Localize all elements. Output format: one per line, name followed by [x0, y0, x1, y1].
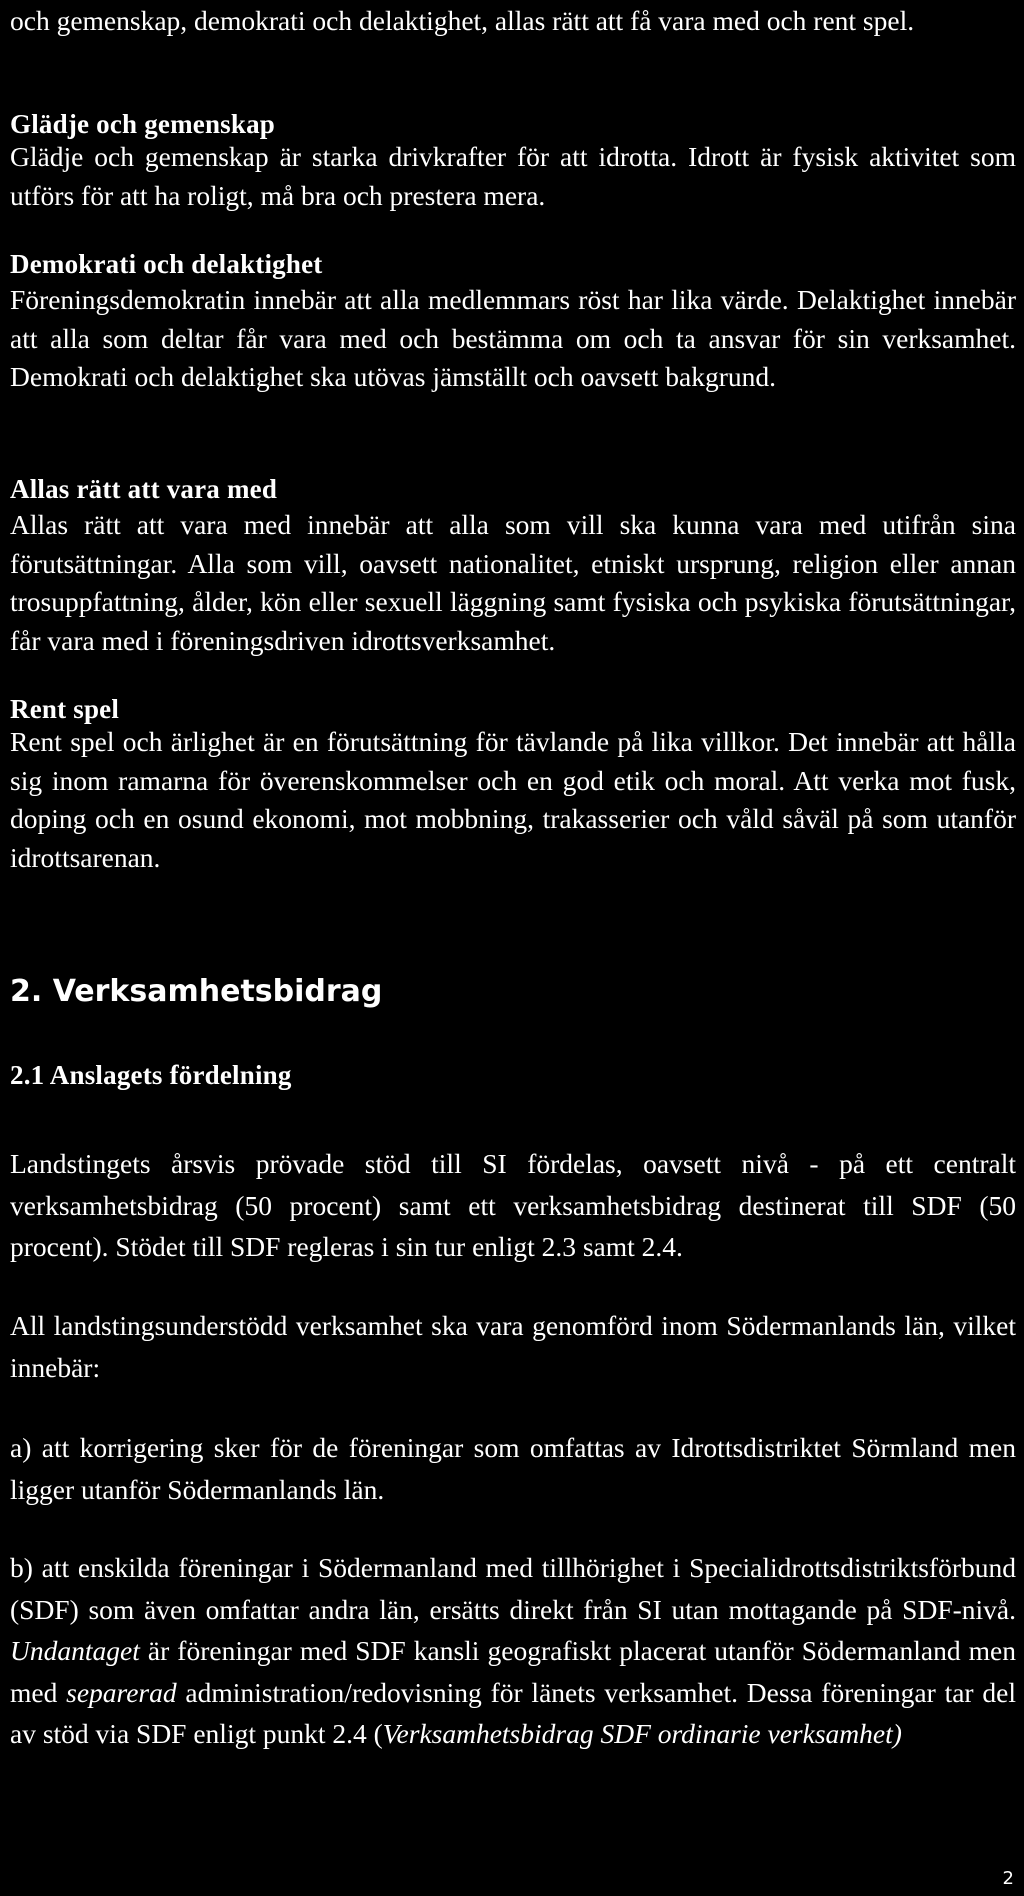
item-b-emphasis-separerad: separerad: [66, 1676, 177, 1708]
intro-text: och gemenskap, demokrati och delaktighet, allas rätt att få vara med och rent spel.: [10, 5, 915, 36]
subsection-title: 2.1 Anslagets fördelning: [10, 1060, 292, 1090]
item-b-text-3: administration/redovisning för länets verksamhet. Dessa föreningar tar del av stöd via SDF enligt punkt 2.4 (: [10, 1676, 1016, 1749]
body-allas-ratt: Allas rätt att vara med innebär att alla som vill ska kunna vara med utifrån sina förutsättningar. Alla som vill, oavsett nationalitet, etniskt ursprung, religion eller annan trosuppfattning, ålder, kön eller sexuell läggning samt fysiska och psykiska förutsättningar, får vara med i föreningsdriven idrottsverksamhet.: [10, 509, 1016, 656]
paragraph-anslag: Landstingets årsvis prövade stöd till SI fördelas, oavsett nivå - på ett centralt verksamhetsbidrag (50 procent) samt ett verksamhetsbidrag destinerat till SDF (50 procent). Stödet till SDF regleras i sin tur enligt 2.3 samt 2.4.: [10, 1148, 1016, 1262]
body-gladje: Glädje och gemenskap är starka drivkrafter för att idrotta. Idrott är fysisk aktivitet som utförs för att ha roligt, må bra och prestera mera.: [10, 141, 1016, 211]
paragraph-item-b: [10, 1547, 1016, 1755]
paragraph-lan: All landstingsunderstödd verksamhet ska vara genomförd inom Södermanlands län, vilket innebär:: [10, 1310, 1016, 1383]
body-demokrati: Föreningsdemokratin innebär att alla medlemmars röst har lika värde. Delaktighet innebär att alla som deltar får vara med och bestämma om och ta ansvar för sin verksamhet. Demokrati och delaktighet ska utövas jämställt och oavsett bakgrund.: [10, 284, 1016, 393]
body-rent-spel: Rent spel och ärlighet är en förutsättning för tävlande på lika villkor. Det innebär att hålla sig inom ramarna för överenskommelser och en god etik och moral. Att verka mot fusk, doping och en osund ekonomi, mot mobbning, trakasserier och våld såväl på som utanför idrottsarenan.: [10, 726, 1016, 873]
item-b-text-1: b) att enskilda föreningar i Södermanland med tillhörighet i Specialidrottsdistriktsförbund (SDF) som även omfattar andra län, ersätts direkt från SI utan mottagande på SDF-nivå.: [10, 1552, 1016, 1625]
item-b-emphasis-undantaget: Undantaget: [10, 1635, 140, 1666]
item-b-emphasis-reference: Verksamhetsbidrag SDF ordinarie verksamhet): [382, 1718, 902, 1749]
item-b-text-2: är föreningar med SDF kansli geografiskt placerat utanför Södermanland men med: [10, 1635, 1016, 1708]
heading-gladje: Glädje och gemenskap: [10, 109, 276, 139]
paragraph-item-a: a) att korrigering sker för de föreningar som omfattas av Idrottsdistriktet Sörmland men ligger utanför Södermanlands län.: [10, 1432, 1016, 1505]
heading-demokrati: Demokrati och delaktighet: [10, 249, 323, 279]
chapter-title: 2. Verksamhetsbidrag: [10, 974, 383, 1009]
heading-rent-spel: Rent spel: [10, 694, 120, 724]
heading-allas-ratt: Allas rätt att vara med: [10, 474, 278, 504]
page-number: 2: [1002, 1868, 1014, 1889]
